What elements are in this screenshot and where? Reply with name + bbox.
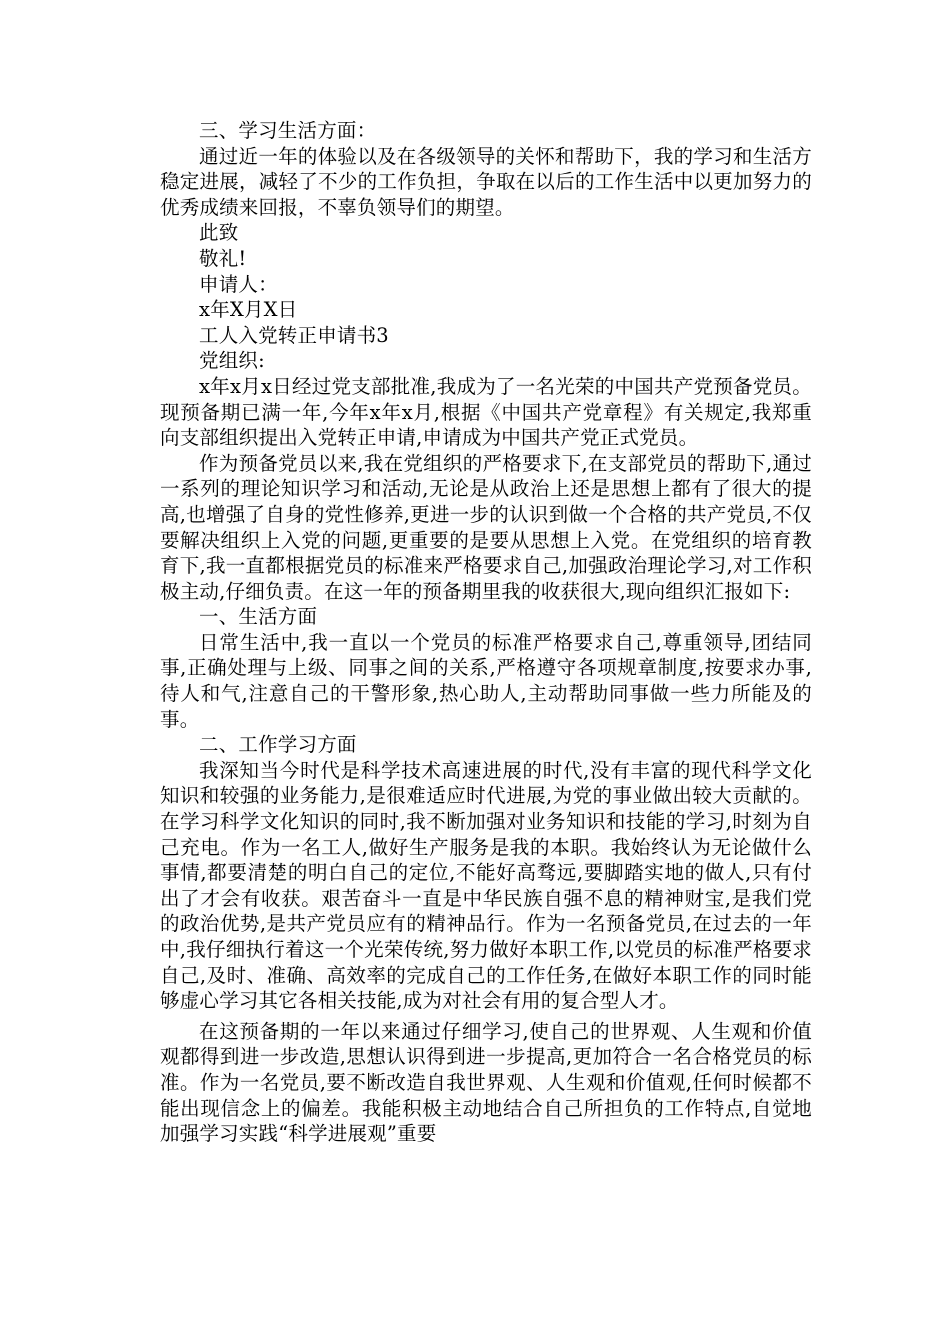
date-line: x年X月X日	[199, 298, 298, 322]
paragraph-work-study: 我深知当今时代是科学技术高速进展的时代,没有丰富的现代科学文化知识和较强的业务能力,是很难适应时代进展,为党的事业做出较大贡献的。在学习科学文化知识的同时,我不断加强对业务知识和技能的学习,时刻为自己充电。作为一名工人,做好生产服务是我的本职。我始终认为无论做什么事情,都要清楚的明白自己的定位,不能好高骛远,要脚踏实地的做人,只有付出了才会有收获。艰苦奋斗一直是中华民族自强不息的精神财宝,是我们党的政治优势,是共产党员应有的精神品行。作为一名预备党员,在过去的一年中,我仔细执行着这一个光荣传统,努力做好本职工作,以党员的标准严格要求自己,及时、准确、高效率的完成自己的工作任务,在做好本职工作的同时能够虚心学习其它各相关技能,成为对社会有用的复合型人才。	[160, 758, 812, 1013]
paragraph-intro: x年x月x日经过党支部批准,我成为了一名光荣的中国共产党预备党员。现预备期已满一年,今年x年x月,根据《中国共产党章程》有关规定,我郑重向支部组织提出入党转正申请,申请成为中国共产党正式党员。	[160, 374, 812, 450]
closing-salutation: 此致	[199, 221, 239, 245]
section-heading-life: 一、生活方面	[199, 605, 318, 629]
closing-regards: 敬礼!	[199, 246, 247, 270]
applicant-label: 申请人：	[199, 272, 278, 296]
paragraph-worldview: 在这预备期的一年以来通过仔细学习,使自己的世界观、人生观和价值观都得到进一步改造,思想认识得到进一步提高,更加符合一名合格党员的标准。作为一名党员,要不断改造自我世界观、人生观和价值观,任何时候都不能出现信念上的偏差。我能积极主动地结合自己所担负的工作特点,自觉地加强学习实践“科学进展观”重要	[160, 1019, 812, 1146]
addressee: 党组织:	[199, 349, 265, 373]
paragraph-study-life: 通过近一年的体验以及在各级领导的关怀和帮助下，我的学习和生活方稳定进展，减轻了不少的工作负担，争取在以后的工作生活中以更加努力的优秀成绩来回报，不辜负领导们的期望。	[160, 144, 812, 219]
section-heading-work-study: 二、工作学习方面	[199, 733, 357, 757]
paragraph-probation-summary: 作为预备党员以来,我在党组织的严格要求下,在支部党员的帮助下,通过一系列的理论知识学习和活动,无论是从政治上还是思想上都有了很大的提高,也增强了自身的党性修养,更进一步的认识到做一个合格的共产党员,不仅要解决组织上入党的问题,更重要的是要从思想上入党。在党组织的培育教育下,我一直都根据党员的标准来严格要求自己,加强政治理论学习,对工作积极主动,仔细负责。在这一年的预备期里我的收获很大,现向组织汇报如下:	[160, 451, 812, 603]
document-body	[160, 118, 812, 1147]
paragraph-life: 日常生活中,我一直以一个党员的标准严格要求自己,尊重领导,团结同事,正确处理与上级、同事之间的关系,严格遵守各项规章制度,按要求办事,待人和气,注意自己的干警形象,热心助人,主动帮助同事做一些力所能及的事。	[160, 630, 812, 731]
document-title: 工人入党转正申请书3	[199, 323, 389, 347]
section-heading-study-life: 三、学习生活方面：	[199, 119, 377, 142]
